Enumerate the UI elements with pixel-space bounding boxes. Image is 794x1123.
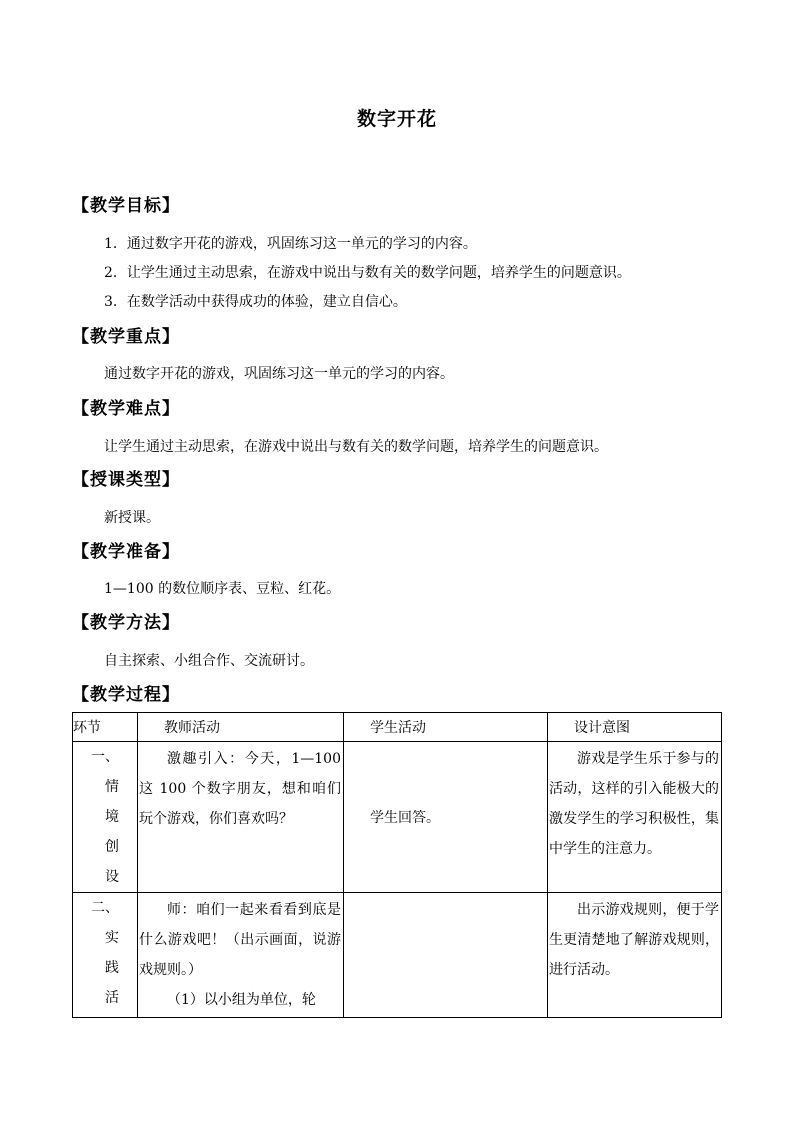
lesson-type-text: 新授课。 xyxy=(104,510,160,526)
key-point-heading: 【教学重点】 xyxy=(72,327,180,347)
table-row xyxy=(73,893,722,1018)
table-row xyxy=(73,742,722,893)
difficulty-heading: 【教学难点】 xyxy=(72,399,180,419)
goal-item-3: 3．在数学活动中获得成功的体验，建立自信心。 xyxy=(104,294,407,310)
goal-heading: 【教学目标】 xyxy=(72,196,180,216)
stage-cell: 二、 实 践 活 xyxy=(73,893,138,1018)
preparation-text: 1—100 的数位顺序表、豆粒、红花。 xyxy=(104,581,341,597)
goal-item-1: 1．通过数字开花的游戏，巩固练习这一单元的学习的内容。 xyxy=(104,236,477,252)
stage-cell: 一、 情 境 创 设 xyxy=(73,742,138,893)
teacher-activity-cell: 师：咱们一起来看看到底是什么游戏吧！（出示画面，说游戏规则。） （1）以小组为单位，轮 xyxy=(138,893,344,1018)
header-intent: 设计意图 xyxy=(548,713,722,742)
process-heading: 【教学过程】 xyxy=(72,685,180,705)
header-student: 学生活动 xyxy=(344,713,548,742)
design-intent-cell: 游戏是学生乐于参与的活动，这样的引入能极大的激发学生的学习积极性，集中学生的注意力。 xyxy=(548,742,722,893)
header-stage: 环节 xyxy=(73,713,138,742)
design-intent-cell: 出示游戏规则，便于学生更清楚地了解游戏规则，进行活动。 xyxy=(548,893,722,1018)
goal-item-2: 2．让学生通过主动思索，在游戏中说出与数有关的数学问题，培养学生的问题意识。 xyxy=(104,265,631,281)
method-text: 自主探索、小组合作、交流研讨。 xyxy=(104,653,314,669)
lesson-type-heading: 【授课类型】 xyxy=(72,470,180,490)
student-activity-cell: 学生回答。 xyxy=(344,742,548,893)
difficulty-text: 让学生通过主动思索，在游戏中说出与数有关的数学问题，培养学生的问题意识。 xyxy=(104,439,608,455)
header-teacher: 教师活动 xyxy=(138,713,344,742)
page-title: 数字开花 xyxy=(356,108,437,130)
teacher-activity-cell: 激趣引入：今天，1—100 这 100 个数字朋友，想和咱们玩个游戏，你们喜欢吗？ xyxy=(138,742,344,893)
key-point-text: 通过数字开花的游戏，巩固练习这一单元的学习的内容。 xyxy=(104,366,454,382)
student-activity-cell xyxy=(344,893,548,1018)
table-header-row xyxy=(73,713,722,742)
method-heading: 【教学方法】 xyxy=(72,613,180,633)
process-table xyxy=(72,712,722,1018)
preparation-heading: 【教学准备】 xyxy=(72,542,180,562)
